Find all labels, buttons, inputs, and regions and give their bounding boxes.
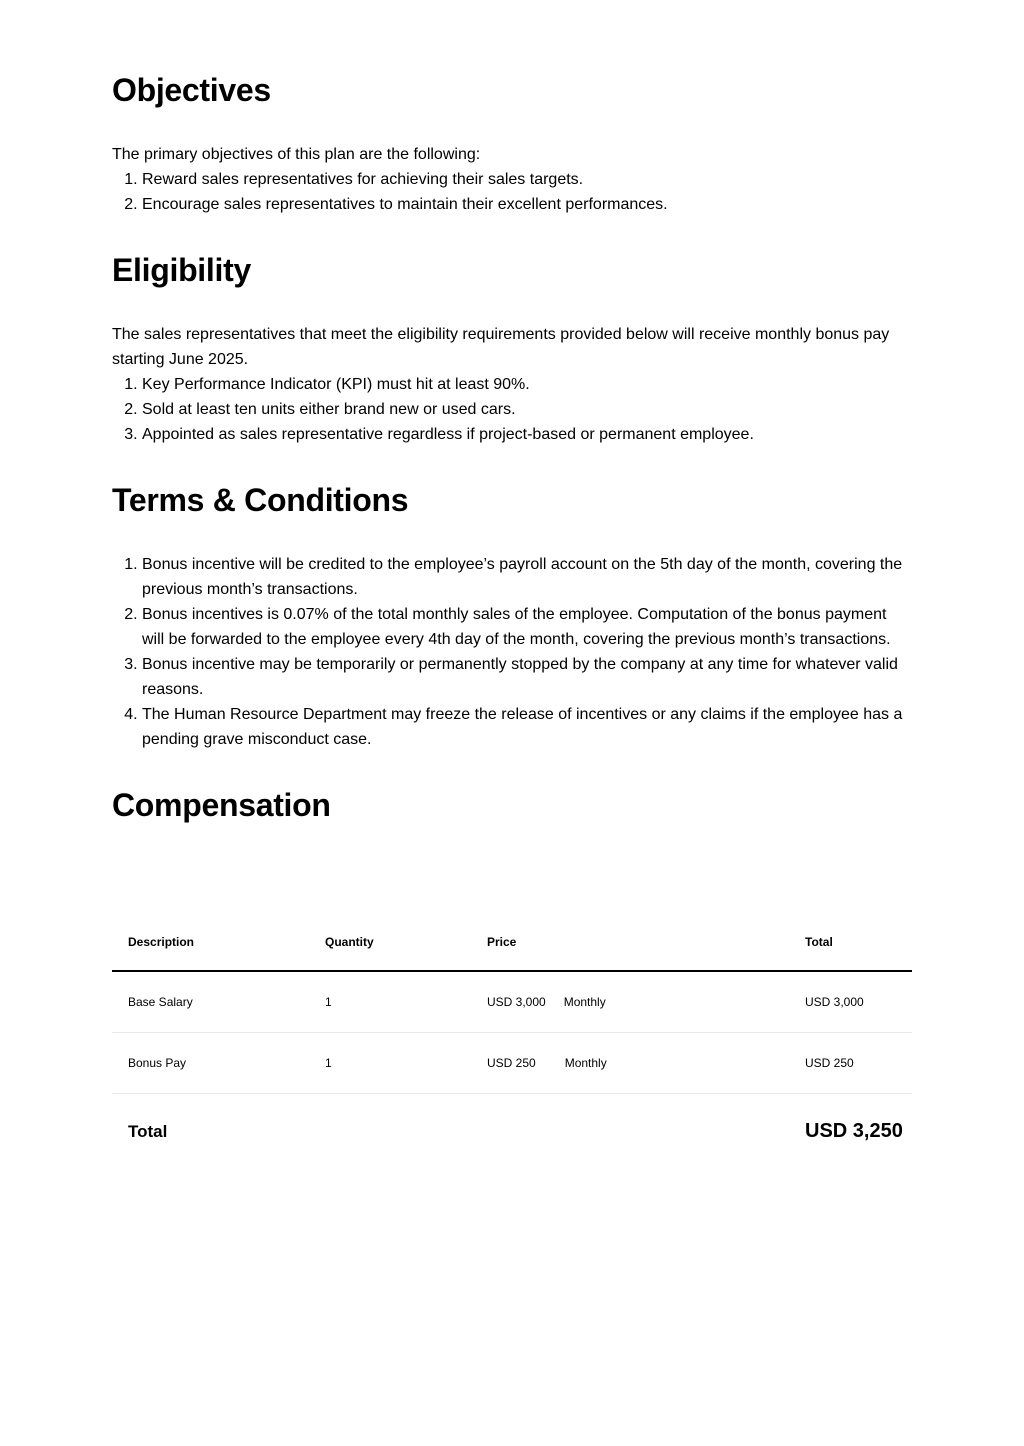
list-item: 1. Reward sales representatives for achieving their sales targets.: [142, 167, 912, 192]
row-description: Base Salary: [112, 971, 309, 1033]
row-total: USD 3,000: [789, 971, 912, 1033]
objectives-list: [112, 167, 912, 217]
terms-heading: Terms & Conditions: [112, 482, 409, 518]
list-item: 3. Appointed as sales representative regardless if project-based or permanent employee.: [142, 422, 912, 447]
row-price: USD 3,000: [487, 995, 546, 1009]
list-item: 3. Bonus incentive may be temporarily or permanently stopped by the company at any time for whatever valid reasons.: [142, 652, 912, 702]
row-quantity: 1: [309, 1033, 471, 1094]
list-item: 1. Bonus incentive will be credited to the employee’s payroll account on the 5th day of the month, covering the previous month’s transactions.: [142, 552, 912, 602]
objectives-heading: Objectives: [112, 72, 271, 108]
table-row: [112, 971, 912, 1033]
row-quantity: 1: [309, 971, 471, 1033]
header-total: Total: [789, 914, 912, 971]
row-price-cell: [471, 971, 789, 1033]
compensation-heading: Compensation: [112, 787, 331, 823]
grand-total-value: USD 3,250: [805, 1120, 903, 1142]
table-row: [112, 1033, 912, 1094]
list-item: 4. The Human Resource Department may freeze the release of incentives or any claims if the employee has a pending grave misconduct case.: [142, 702, 912, 752]
eligibility-intro: The sales representatives that meet the eligibility requirements provided below will receive monthly bonus pay starting June 2025.: [112, 326, 890, 368]
grand-total-label: Total: [128, 1122, 168, 1141]
header-quantity: Quantity: [309, 914, 471, 971]
compensation-table: [112, 914, 912, 1094]
row-price-cell: [471, 1033, 789, 1094]
eligibility-heading: Eligibility: [112, 252, 251, 288]
row-description: Bonus Pay: [112, 1033, 309, 1094]
header-price: Price: [471, 914, 789, 971]
list-item: 2. Bonus incentives is 0.07% of the total monthly sales of the employee. Computation of the bonus payment will be forwarded to the employee every 4th day of the month, covering the previous month’s transactions.: [142, 602, 912, 652]
objectives-intro: The primary objectives of this plan are the following:: [112, 146, 481, 163]
objectives-section: [112, 70, 912, 217]
terms-section: [112, 480, 912, 752]
list-item: 2. Encourage sales representatives to maintain their excellent performances.: [142, 192, 912, 217]
row-total: USD 250: [789, 1033, 912, 1094]
header-description: Description: [112, 914, 309, 971]
eligibility-list: [112, 372, 912, 447]
compensation-section: [112, 785, 912, 825]
row-period: Monthly: [563, 995, 606, 1009]
table-header-row: [112, 914, 912, 971]
row-period: Monthly: [564, 1056, 607, 1070]
terms-list: [112, 552, 912, 752]
list-item: 2. Sold at least ten units either brand new or used cars.: [142, 397, 912, 422]
row-price: USD 250: [487, 1056, 536, 1070]
eligibility-section: [112, 250, 912, 447]
list-item: 1. Key Performance Indicator (KPI) must hit at least 90%.: [142, 372, 912, 397]
grand-total-row: [112, 1110, 912, 1158]
